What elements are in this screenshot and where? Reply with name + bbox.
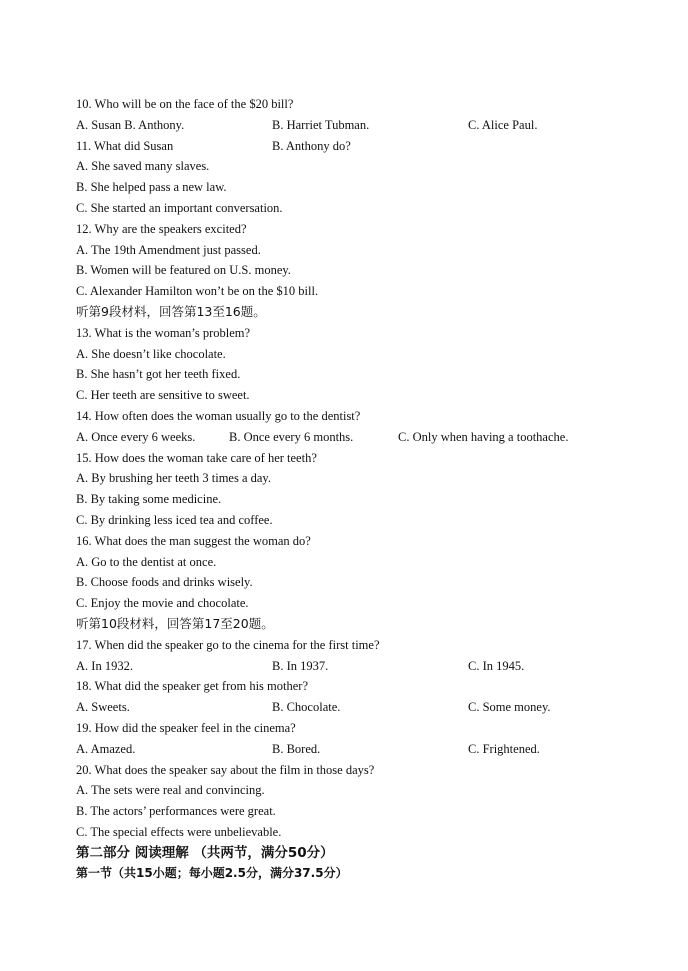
question-16: 16. What does the man suggest the woman do?: [76, 533, 311, 548]
option-c: C. Alice Paul.: [468, 117, 538, 132]
option-b: B. Harriet Tubman.: [272, 117, 370, 132]
option-c: C. Alexander Hamilton won’t be on the $10 bill.: [76, 284, 319, 299]
option-a: A. She doesn’t like chocolate.: [76, 346, 226, 361]
option-b: B. In 1937.: [272, 658, 329, 673]
option-c: C. Enjoy the movie and chocolate.: [76, 596, 249, 611]
option-b: B. She hasn’t got her teeth fixed.: [76, 367, 241, 382]
question-15: 15. How does the woman take care of her teeth?: [76, 450, 317, 465]
option-a: A. Sweets.: [76, 700, 130, 715]
question-12: 12. Why are the speakers excited?: [76, 221, 247, 236]
part-2-heading: 第二部分 阅读理解 （共两节，满分50分）: [76, 844, 334, 861]
exam-page: [76, 94, 636, 884]
question-13: 13. What is the woman’s problem?: [76, 325, 251, 340]
question-text-cont: B. Anthony do?: [272, 138, 351, 153]
option-b: B. Bored.: [272, 741, 321, 756]
option-b: B. She helped pass a new law.: [76, 180, 227, 195]
option-c: C. She started an important conversation.: [76, 200, 283, 215]
question-19: 19. How did the speaker feel in the cinema?: [76, 720, 296, 735]
option-c: C. Frightened.: [468, 741, 540, 756]
section-1-heading: 第一节（共15小题；每小题2.5分，满分37.5分）: [76, 866, 348, 881]
section-10-instruction: 听第10段材料，回答第17至20题。: [76, 615, 274, 631]
question-text: 11. What did Susan: [76, 138, 174, 153]
option-a: A. Once every 6 weeks.: [76, 429, 196, 444]
options-10: [76, 115, 636, 136]
option-c: C. Only when having a toothache.: [398, 429, 569, 444]
option-b: B. Choose foods and drinks wisely.: [76, 575, 253, 590]
option-a: A. In 1932.: [76, 658, 133, 673]
question-10: 10. Who will be on the face of the $20 bill?: [76, 97, 294, 111]
option-a: A. She saved many slaves.: [76, 159, 210, 174]
option-a: A. Amazed.: [76, 741, 136, 756]
option-c: C. In 1945.: [468, 658, 525, 673]
option-c: C. The special effects were unbelievable.: [76, 824, 282, 839]
option-b: B. The actors’ performances were great.: [76, 804, 276, 819]
option-b: B. Once every 6 months.: [229, 429, 354, 444]
question-20: 20. What does the speaker say about the film in those days?: [76, 762, 375, 777]
option-c: C. Her teeth are sensitive to sweet.: [76, 388, 250, 403]
option-b: B. By taking some medicine.: [76, 492, 222, 507]
option-a: A. Susan B. Anthony.: [76, 117, 185, 132]
options-17: [76, 656, 636, 677]
options-18: [76, 697, 636, 718]
option-a: A. Go to the dentist at once.: [76, 554, 217, 569]
option-c: C. By drinking less iced tea and coffee.: [76, 512, 273, 527]
option-a: A. The sets were real and convincing.: [76, 783, 265, 798]
question-18: 18. What did the speaker get from his mother?: [76, 679, 308, 694]
option-a: A. By brushing her teeth 3 times a day.: [76, 471, 271, 486]
question-14: 14. How often does the woman usually go to the dentist?: [76, 408, 361, 423]
section-9-instruction: 听第9段材料，回答第13至16题。: [76, 303, 266, 319]
options-19: [76, 739, 636, 760]
option-c: C. Some money.: [468, 700, 551, 715]
option-a: A. The 19th Amendment just passed.: [76, 242, 261, 257]
question-17: 17. When did the speaker go to the cinema for the first time?: [76, 637, 380, 652]
option-b: B. Women will be featured on U.S. money.: [76, 263, 291, 278]
option-b: B. Chocolate.: [272, 700, 341, 715]
options-14: [76, 427, 636, 448]
question-11: [76, 136, 636, 157]
